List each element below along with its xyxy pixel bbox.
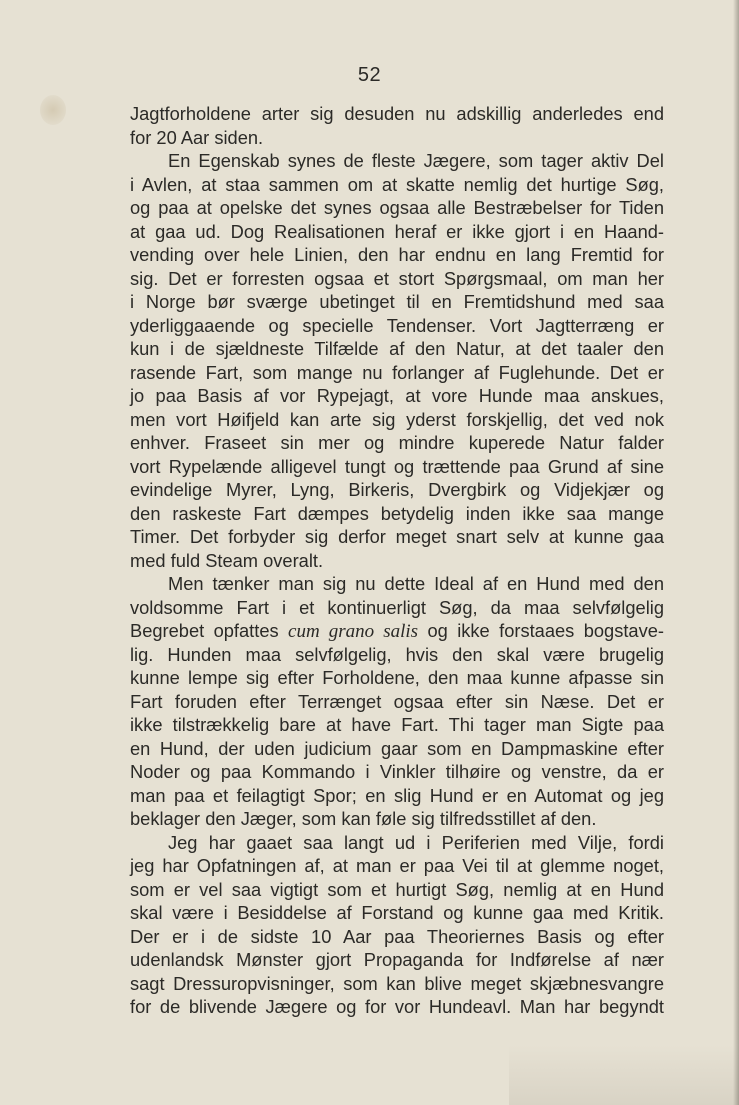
text-segment: som er vel saa vigtigt som et hurtigt Søg, nemlig at en Hund [130, 878, 664, 900]
text-line [130, 713, 664, 737]
text-line [130, 502, 664, 526]
text-line [130, 290, 664, 314]
text-segment: enhver. Fraseet sin mer og mindre kuperede Natur falder [130, 432, 664, 453]
text-line [130, 220, 664, 244]
text-segment: i Avlen, at staa sammen om at skatte nemlig det hurtige Søg, [130, 173, 664, 195]
page-edge-shadow [733, 0, 739, 1105]
text-segment: med fuld Steam overalt. [130, 549, 324, 571]
text-line [130, 619, 664, 643]
text-segment: ikke tilstrækkelig bare at have Fart. Thi tager man Sigte paa [130, 714, 664, 735]
text-line [130, 384, 664, 408]
text-line [130, 431, 664, 455]
text-segment: Begrebet opfattes [130, 620, 289, 641]
text-line [130, 666, 664, 690]
text-line [130, 314, 664, 338]
body-text [130, 102, 664, 1019]
text-line [130, 925, 664, 949]
text-line [130, 572, 664, 596]
text-line [130, 149, 664, 173]
text-segment: Fart foruden efter Terrænget ogsaa efter sin Næse. Det er [130, 690, 664, 712]
text-segment: vending over hele Linien, den har endnu en lang Fremtid for [130, 244, 664, 265]
text-segment: sagt Dressuropvisninger, som kan blive meget skjæbnesvangre [130, 972, 664, 994]
text-segment: kunne lempe sig efter Forholdene, den maa kunne afpasse sin [130, 667, 664, 688]
paper-stain [40, 95, 66, 125]
page-corner-shadow [509, 1045, 739, 1105]
text-line [130, 878, 664, 902]
text-line [130, 408, 664, 432]
text-line [130, 972, 664, 996]
text-line [130, 525, 664, 549]
italic-phrase: cum grano salis [288, 621, 419, 642]
text-line [130, 948, 664, 972]
text-segment: og paa at opelske det synes ogsaa alle Bestræbelser for Tiden [130, 197, 664, 218]
text-segment: lig. Hunden maa selvfølgelig, hvis den skal være brugelig [130, 643, 664, 665]
text-segment: man paa et feilagtigt Spor; en slig Hund er en Automat og jeg [130, 784, 664, 806]
text-segment: En Egenskab synes de fleste Jægere, som tager aktiv Del [168, 150, 664, 171]
text-segment: rasende Fart, som mange nu forlanger af Fuglehunde. Det er [130, 361, 664, 383]
text-segment: men vort Høifjeld kan arte sig yderst forskjellig, det ved nok [130, 408, 664, 430]
text-line [130, 549, 664, 573]
text-segment: beklager den Jæger, som kan føle sig tilfredsstillet af den. [130, 808, 597, 829]
text-line [130, 196, 664, 220]
text-segment: skal være i Besiddelse af Forstand og kunne gaa med Kritik. [130, 902, 664, 923]
text-line [130, 596, 664, 620]
text-segment: voldsomme Fart i et kontinuerligt Søg, da maa selvfølgelig [130, 596, 664, 618]
text-line [130, 126, 664, 150]
text-line [130, 478, 664, 502]
text-segment: Noder og paa Kommando i Vinkler tilhøire og venstre, da er [130, 761, 664, 782]
text-segment: og ikke forstaaes bogstave- [418, 620, 664, 641]
text-segment: vort Rypelænde alligevel tungt og trættende paa Grund af sine [130, 455, 664, 477]
text-line [130, 243, 664, 267]
text-line [130, 267, 664, 291]
text-segment: Men tænker man sig nu dette Ideal af en Hund med den [168, 573, 664, 594]
page-number: 52 [357, 64, 382, 86]
text-segment: udenlandsk Mønster gjort Propaganda for Indførelse af nær [130, 949, 664, 970]
text-line [130, 361, 664, 385]
text-segment: jeg har Opfatningen af, at man er paa Vei til at glemme noget, [130, 855, 664, 876]
text-segment: kun i de sjældneste Tilfælde af den Natur, at det taaler den [130, 338, 664, 359]
text-line [130, 173, 664, 197]
text-line [130, 831, 664, 855]
text-segment: jo paa Basis af vor Rypejagt, at vore Hunde maa anskues, [130, 385, 664, 406]
text-segment: sig. Det er forresten ogsaa et stort Spørgsmaal, om man her [130, 267, 664, 289]
text-line [130, 337, 664, 361]
text-segment: Jeg har gaaet saa langt ud i Periferien med Vilje, fordi [168, 831, 664, 853]
text-segment: en Hund, der uden judicium gaar som en Dampmaskine efter [130, 737, 664, 759]
text-segment: for 20 Aar siden. [130, 126, 264, 148]
text-segment: evindelige Myrer, Lyng, Birkeris, Dvergbirk og Vidjekjær og [130, 479, 664, 500]
text-line [130, 995, 664, 1019]
text-line [130, 455, 664, 479]
text-segment: den raskeste Fart dæmpes betydelig inden ikke saa mange [130, 502, 664, 524]
text-line [130, 102, 664, 126]
text-segment: yderliggaaende og specielle Tendenser. Vort Jagtterræng er [130, 314, 664, 336]
text-line [130, 737, 664, 761]
text-line [130, 784, 664, 808]
text-line [130, 690, 664, 714]
text-segment: at gaa ud. Dog Realisationen heraf er ikke gjort i en Haand- [130, 220, 664, 242]
text-segment: Der er i de sidste 10 Aar paa Theoriernes Basis og efter [130, 925, 664, 947]
text-line [130, 807, 664, 831]
text-line [130, 854, 664, 878]
text-segment: i Norge bør sværge ubetinget til en Fremtidshund med saa [130, 291, 664, 312]
text-line [130, 643, 664, 667]
text-line [130, 901, 664, 925]
text-segment: for de blivende Jægere og for vor Hundeavl. Man har begyndt [130, 996, 664, 1017]
text-segment: Timer. Det forbyder sig derfor meget snart selv at kunne gaa [130, 526, 664, 547]
text-line [130, 760, 664, 784]
text-segment: Jagtforholdene arter sig desuden nu adskillig anderledes end [130, 103, 664, 124]
